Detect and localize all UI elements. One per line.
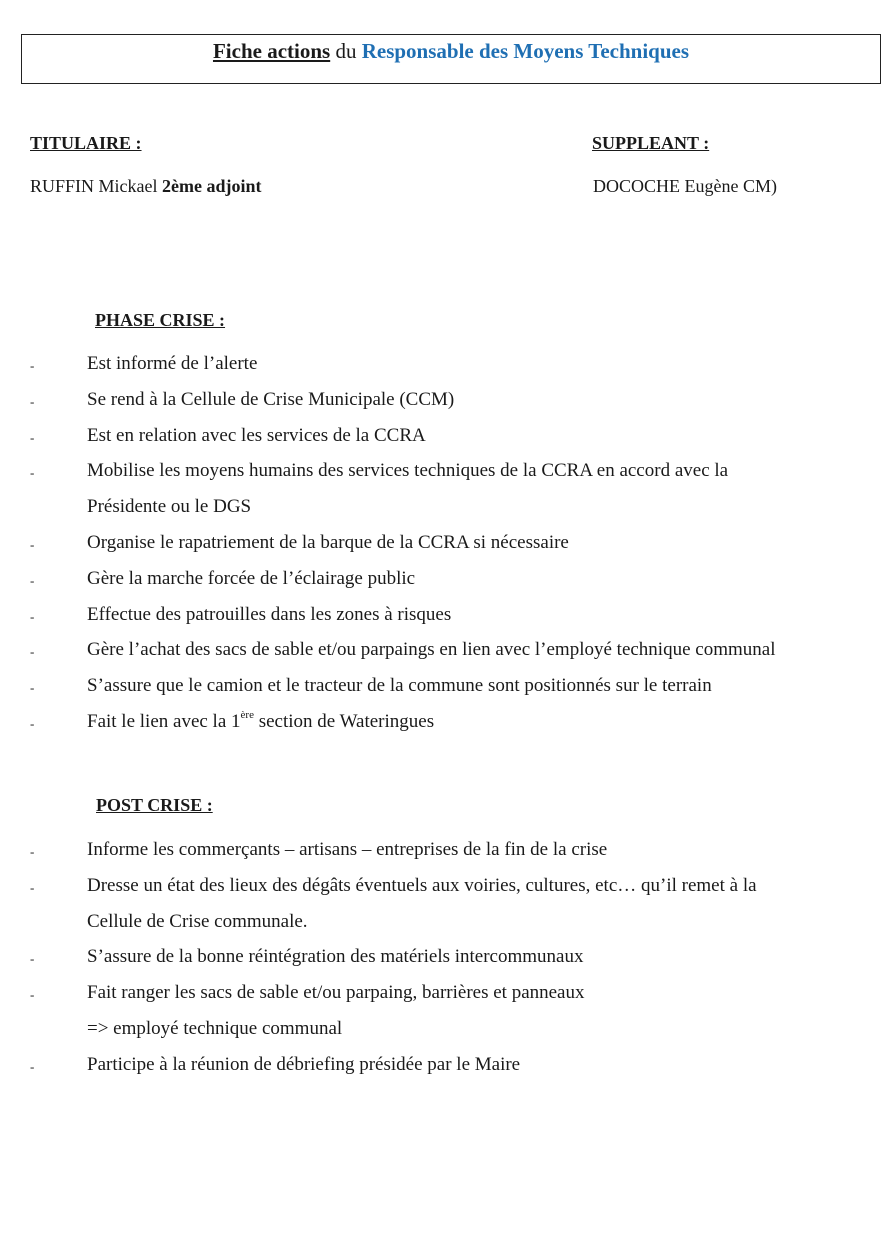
title-highlight: Responsable des Moyens Techniques — [361, 39, 690, 63]
list-item-text — [87, 1047, 877, 1083]
bullet-dash: - — [30, 465, 35, 481]
titulaire-label: TITULAIRE : — [30, 133, 142, 153]
list-item-text — [87, 597, 877, 633]
phase-crise-heading: PHASE CRISE : — [95, 310, 226, 330]
titulaire-role: 2ème adjoint — [162, 176, 262, 196]
bullet-dash: - — [30, 987, 35, 1003]
list-item-text — [87, 704, 877, 740]
list-item-text-pre: Fait le lien avec la 1 — [87, 711, 241, 732]
post-crise-heading: POST CRISE : — [96, 795, 213, 815]
list-item-line: Est en relation avec les services de la CCRA — [87, 424, 426, 446]
list-item-text — [87, 832, 877, 868]
titulaire-name: RUFFIN Mickael — [30, 176, 158, 196]
titulaire-person — [30, 176, 261, 197]
bullet-dash: - — [30, 429, 35, 445]
list-item-text — [87, 975, 877, 1047]
superscript: ère — [240, 709, 254, 721]
list-item-line: Participe à la réunion de débriefing présidée par le Maire — [87, 1053, 521, 1075]
bullet-dash: - — [30, 572, 35, 588]
list-item-line: S’assure de la bonne réintégration des matériels intercommunaux — [87, 946, 584, 968]
list-item-line: Organise le rapatriement de la barque de la CCRA si nécessaire — [87, 532, 569, 553]
bullet-dash: - — [30, 951, 35, 967]
list-item-line: Est informé de l’alerte — [87, 353, 258, 374]
list-item-line: => employé technique communal — [87, 1018, 343, 1040]
list-item-text — [87, 561, 877, 597]
bullet-dash: - — [30, 358, 35, 373]
list-item-text — [87, 632, 877, 668]
title-connector: du — [335, 39, 357, 63]
suppleant-name: DOCOCHE Eugène CM) — [593, 176, 777, 196]
list-item-line: Cellule de Crise communale. — [87, 910, 308, 932]
list-item-line: Fait ranger les sacs de sable et/ou parpaing, barrières et panneaux — [87, 982, 585, 1004]
bullet-dash: - — [30, 844, 35, 859]
list-item-line: S’assure que le camion et le tracteur de la commune sont positionnés sur le terrain — [87, 675, 712, 697]
bullet-dash: - — [30, 716, 35, 731]
bullet-dash: - — [30, 393, 35, 409]
list-item-text — [87, 939, 877, 975]
list-item-text — [87, 668, 877, 704]
list-item-text — [87, 346, 877, 382]
list-item-line: Effectue des patrouilles dans les zones à risques — [87, 603, 452, 625]
bullet-dash: - — [30, 1058, 35, 1074]
bullet-dash: - — [30, 644, 35, 660]
bullet-dash: - — [30, 608, 35, 624]
list-item-line: Se rend à la Cellule de Crise Municipale (CCM) — [87, 388, 455, 410]
suppleant-label: SUPPLEANT : — [592, 133, 710, 153]
list-item-text — [87, 453, 877, 525]
list-item-text — [87, 525, 877, 561]
list-item-text — [87, 418, 877, 454]
title-underlined: Fiche actions — [212, 39, 331, 63]
list-item-line: Mobilise les moyens humains des services techniques de la CCRA en accord avec la — [87, 460, 729, 482]
list-item-line: Gère l’achat des sacs de sable et/ou parpaings en lien avec l’employé technique communal — [87, 639, 776, 661]
bullet-dash: - — [30, 537, 35, 552]
list-item-text — [87, 868, 877, 940]
list-item-line — [87, 704, 877, 740]
title-box — [21, 34, 881, 84]
list-item-line: Informe les commerçants – artisans – entreprises de la fin de la crise — [87, 839, 608, 860]
list-item-text-post: section de Wateringues — [253, 711, 435, 732]
list-item-text — [87, 382, 877, 418]
list-item-line: Dresse un état des lieux des dégâts éventuels aux voiries, cultures, etc… qu’il remet à la — [87, 874, 757, 896]
list-item-line: Présidente ou le DGS — [87, 496, 252, 518]
bullet-dash: - — [30, 879, 35, 895]
list-item-line: Gère la marche forcée de l’éclairage public — [87, 567, 416, 589]
bullet-dash: - — [30, 680, 35, 696]
